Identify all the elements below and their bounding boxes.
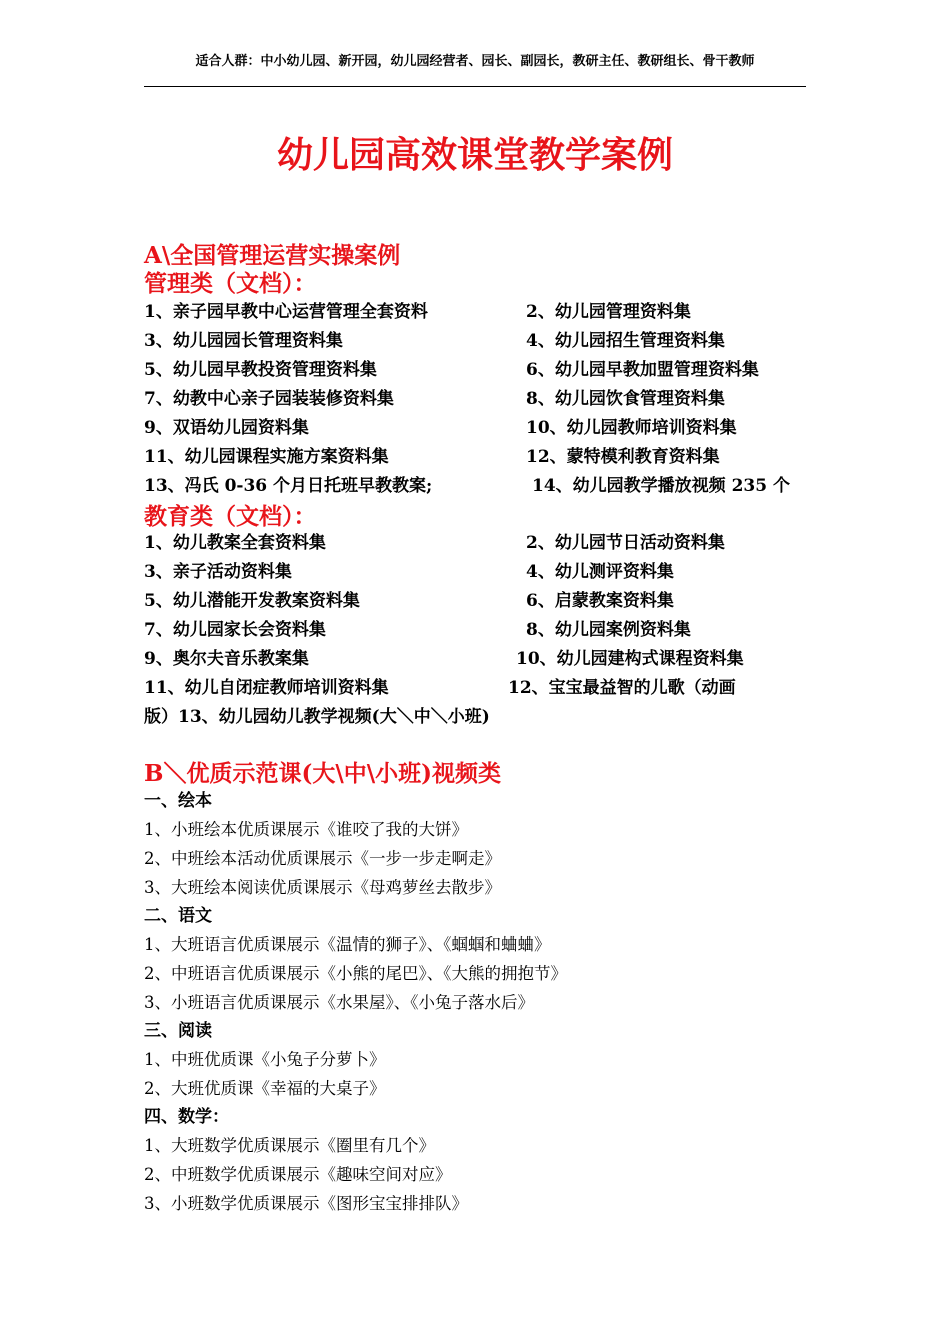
management-item: 4、幼儿园招生管理资料集: [526, 331, 725, 351]
management-item: 10、幼儿园教师培训资料集: [526, 418, 737, 438]
header-divider: [144, 86, 806, 87]
management-item: 11、幼儿园课程实施方案资料集: [144, 447, 389, 467]
lesson-item: 1、小班绘本优质课展示《谁咬了我的大饼》: [144, 820, 468, 839]
education-item: 版）13、幼儿园幼儿教学视频(大＼中＼小班): [144, 707, 490, 727]
group-heading-language: 二、语文: [144, 906, 212, 926]
lesson-item: 3、小班语言优质课展示《水果屋》、《小兔子落水后》: [144, 993, 534, 1012]
management-item: 2、幼儿园管理资料集: [526, 302, 691, 322]
group-heading-picture-books: 一、绘本: [144, 791, 212, 811]
management-item: 9、双语幼儿园资料集: [144, 418, 309, 438]
education-item: 9、奥尔夫音乐教案集: [144, 649, 309, 669]
education-item: 6、启蒙教案资料集: [526, 591, 674, 611]
education-item: 12、宝宝最益智的儿歌（动画: [508, 678, 736, 698]
education-item: 10、幼儿园建构式课程资料集: [516, 649, 744, 669]
management-item: 7、幼教中心亲子园装装修资料集: [144, 389, 394, 409]
management-item: 8、幼儿园饮食管理资料集: [526, 389, 725, 409]
management-item: 6、幼儿园早教加盟管理资料集: [526, 360, 759, 380]
lesson-item: 1、大班数学优质课展示《圈里有几个》: [144, 1136, 435, 1155]
management-item: 5、幼儿园早教投资管理资料集: [144, 360, 377, 380]
management-item: 14、幼儿园教学播放视频 235 个: [532, 476, 790, 496]
group-heading-math: 四、数学：: [144, 1107, 229, 1127]
section-a-heading: A\全国管理运营实操案例: [144, 242, 401, 269]
audience-note: 适合人群：中小幼儿园、新开园，幼儿园经营者、园长、副园长，教研主任、教研组长、骨干教师: [195, 54, 755, 69]
lesson-item: 1、中班优质课《小兔子分萝卜》: [144, 1050, 386, 1069]
management-item: 3、幼儿园园长管理资料集: [144, 331, 343, 351]
lesson-item: 2、中班数学优质课展示《趣味空间对应》: [144, 1165, 452, 1184]
lesson-item: 3、大班绘本阅读优质课展示《母鸡萝丝去散步》: [144, 878, 501, 897]
management-item: 12、蒙特模利教育资料集: [526, 447, 720, 467]
education-item: 3、亲子活动资料集: [144, 562, 292, 582]
education-item: 2、幼儿园节日活动资料集: [526, 533, 725, 553]
group-heading-reading: 三、阅读: [144, 1021, 212, 1041]
management-item: 13、冯氏 0-36 个月日托班早教教案;: [144, 476, 433, 496]
education-item: 8、幼儿园案例资料集: [526, 620, 691, 640]
education-item: 5、幼儿潜能开发教案资料集: [144, 591, 360, 611]
education-heading: 教育类（文档）：: [144, 503, 317, 530]
document-title: 幼儿园高效课堂教学案例: [276, 134, 673, 176]
lesson-item: 2、中班语言优质课展示《小熊的尾巴》、《大熊的拥抱节》: [144, 964, 567, 983]
education-item: 11、幼儿自闭症教师培训资料集: [144, 678, 389, 698]
management-item: 1、亲子园早教中心运营管理全套资料: [144, 302, 428, 322]
management-heading: 管理类（文档）：: [144, 270, 317, 297]
education-item: 4、幼儿测评资料集: [526, 562, 674, 582]
lesson-item: 1、大班语言优质课展示《温情的狮子》、《蝈蝈和蛐蛐》: [144, 935, 551, 954]
lesson-item: 3、小班数学优质课展示《图形宝宝排排队》: [144, 1194, 468, 1213]
lesson-item: 2、大班优质课《幸福的大桌子》: [144, 1079, 386, 1098]
education-item: 7、幼儿园家长会资料集: [144, 620, 326, 640]
lesson-item: 2、中班绘本活动优质课展示《一步一步走啊走》: [144, 849, 501, 868]
section-b-heading: B＼优质示范课(大\中\小班)视频类: [144, 760, 502, 787]
education-item: 1、幼儿教案全套资料集: [144, 533, 326, 553]
